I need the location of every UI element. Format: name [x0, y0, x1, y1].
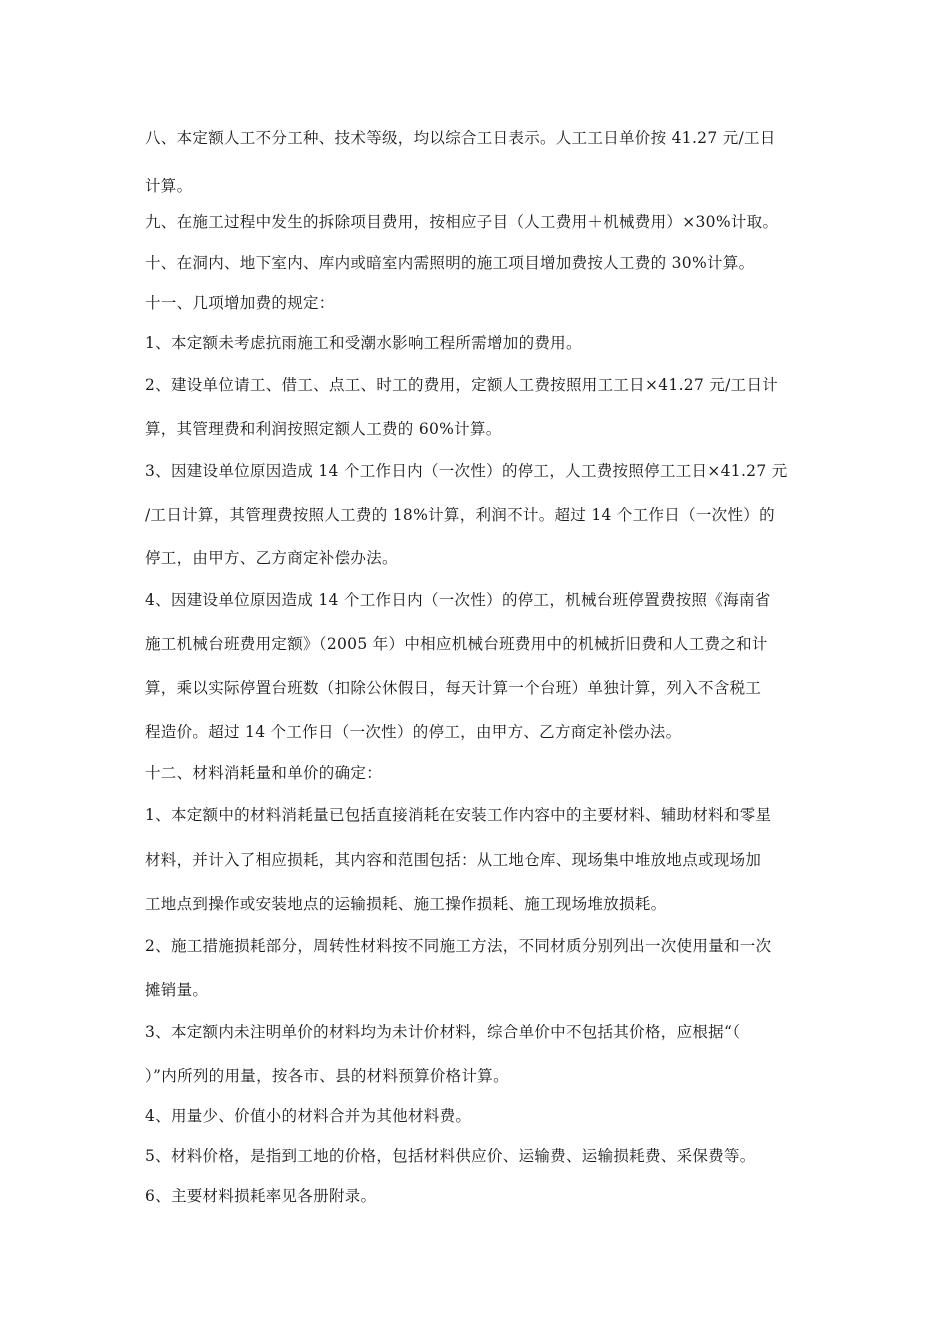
text-line: 十、在洞内、地下室内、库内或暗室内需照明的施工项目增加费按人工费的 30%计算。 — [145, 254, 755, 272]
text-line: 5、材料价格，是指到工地的价格，包括材料供应价、运输费、运输损耗费、采保费等。 — [145, 1147, 756, 1165]
text-line: /工日计算，其管理费按照人工费的 18%计算，利润不计。超过 14 个工作日（一次性）的 — [145, 506, 775, 524]
text-line: 1、本定额中的材料消耗量已包括直接消耗在安装工作内容中的主要材料、辅助材料和零星 — [145, 806, 772, 824]
text-line: 3、本定额内未注明单价的材料均为未计价材料，综合单价中不包括其价格，应根据“（ — [145, 1023, 741, 1041]
text-line: ）”内所列的用量，按各市、县的材料预算价格计算。 — [145, 1067, 509, 1085]
text-line: 4、因建设单位原因造成 14 个工作日内（一次性）的停工，机械台班停置费按照《海南省 — [145, 591, 771, 609]
text-line: 停工，由甲方、乙方商定补偿办法。 — [145, 549, 398, 567]
section-heading: 十一、几项增加费的规定： — [145, 294, 335, 312]
section-heading: 十二、材料消耗量和单价的确定： — [145, 764, 383, 782]
text-line: 2、建设单位请工、借工、点工、时工的费用，定额人工费按照用工工日×41.27 元/工日计 — [145, 376, 779, 394]
text-line: 计算。 — [145, 177, 193, 195]
text-line: 4、用量少、价值小的材料合并为其他材料费。 — [145, 1107, 472, 1125]
text-line: 施工机械台班费用定额》（2005 年）中相应机械台班费用中的机械折旧费和人工费之和计 — [145, 635, 768, 653]
text-line: 工地点到操作或安装地点的运输损耗、施工操作损耗、施工现场堆放损耗。 — [145, 895, 667, 913]
text-line: 1、本定额未考虑抗雨施工和受潮水影响工程所需增加的费用。 — [145, 334, 582, 352]
text-line: 材料，并计入了相应损耗，其内容和范围包括：从工地仓库、现场集中堆放地点或现场加 — [145, 851, 762, 869]
text-line: 3、因建设单位原因造成 14 个工作日内（一次性）的停工，人工费按照停工工日×41.27 元 — [145, 462, 788, 480]
text-line: 八、本定额人工不分工种、技术等级，均以综合工日表示。人工工日单价按 41.27 元/工日 — [145, 129, 776, 147]
text-line: 算，其管理费和利润按照定额人工费的 60%计算。 — [145, 420, 502, 438]
text-line: 九、在施工过程中发生的拆除项目费用，按相应子目（人工费用＋机械费用）×30%计取。 — [145, 213, 779, 231]
text-line: 算，乘以实际停置台班数（扣除公休假日，每天计算一个台班）单独计算，列入不含税工 — [145, 679, 762, 697]
text-line: 6、主要材料损耗率见各册附录。 — [145, 1187, 377, 1205]
text-line: 2、施工措施损耗部分，周转性材料按不同施工方法，不同材质分别列出一次使用量和一次 — [145, 937, 772, 955]
text-line: 程造价。超过 14 个工作日（一次性）的停工，由甲方、乙方商定补偿办法。 — [145, 723, 682, 741]
text-line: 摊销量。 — [145, 981, 209, 999]
